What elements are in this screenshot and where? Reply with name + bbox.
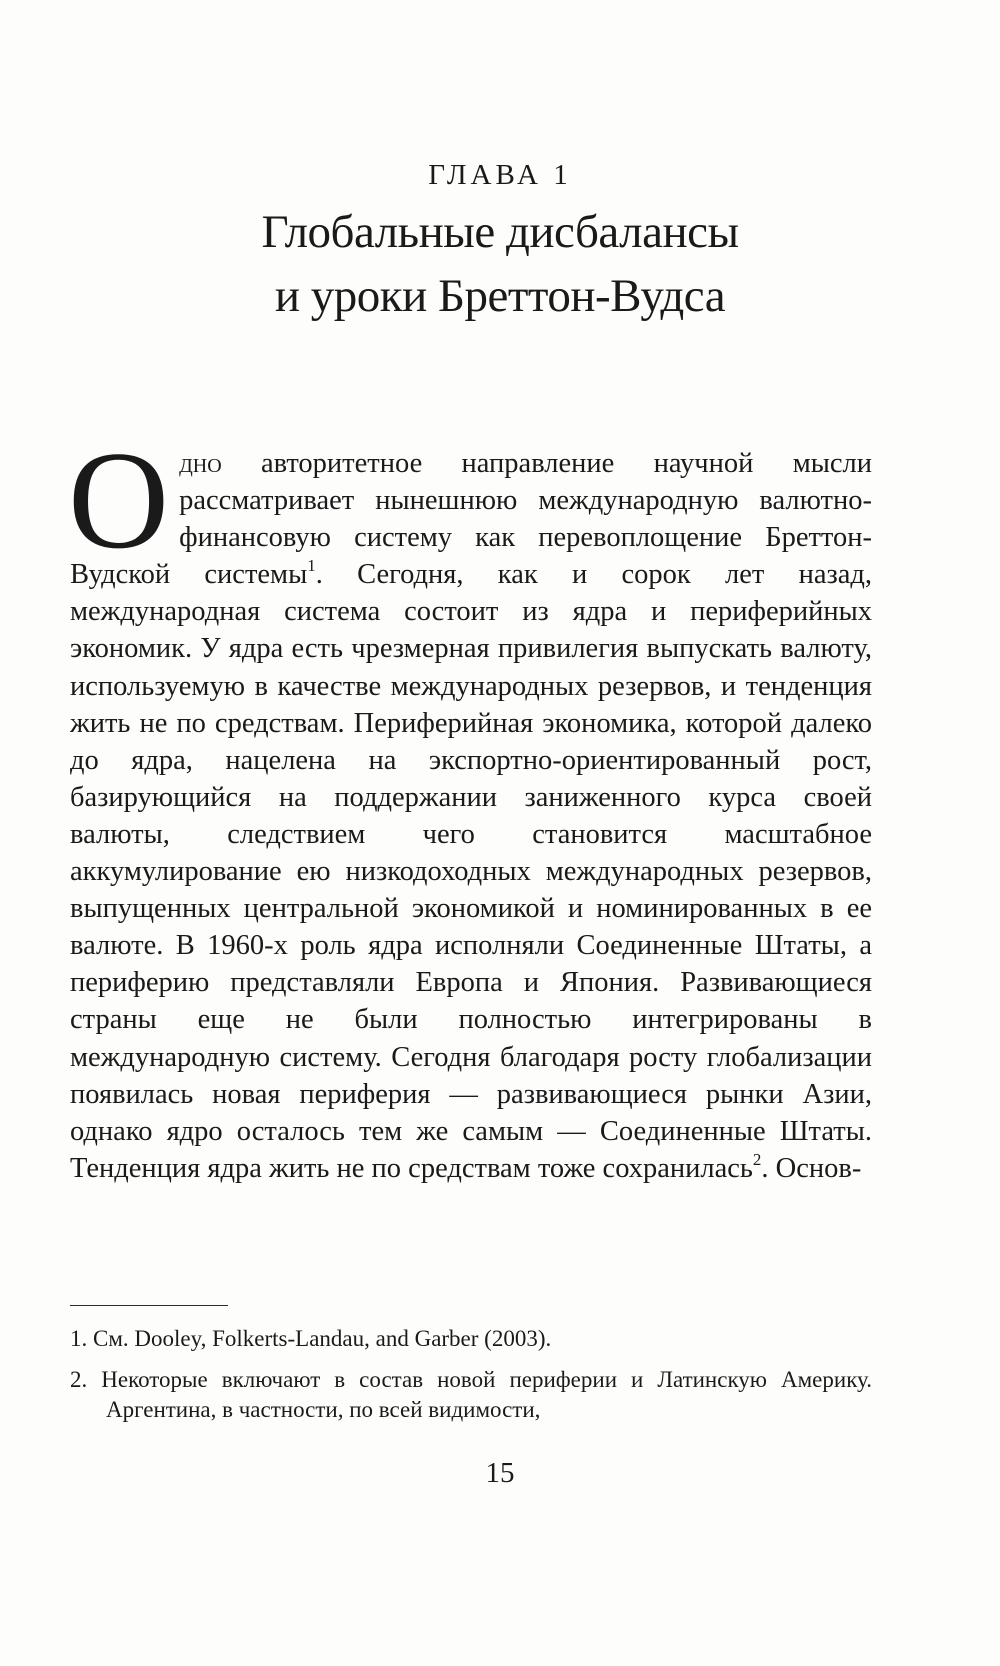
page-number: 15 [485,1457,515,1489]
body-text-part-1: авторитетное направление научной мысли рассматривает нынешнюю международную валютно-финансовую систему как перевоплощение Бреттон-Вудской системы [70,448,872,591]
lead-smallcaps: дно [179,448,222,479]
body-text-part-3: . Основ- [761,1152,862,1184]
footnote-ref-2[interactable]: 2 [752,1149,762,1169]
footnote-divider [70,1305,228,1306]
chapter-title-line-1: Глобальные дисбалансы [261,206,739,258]
footnotes [70,1324,872,1425]
drop-cap: О [68,423,170,578]
body-text-part-2: . Сегодня, как и сорок лет назад, международная система состоит из ядра и периферийных экономик. У ядра есть чрезмерная привилегия выпускать валюту, используемую в качестве международных резервов, и тенденция жить не по средствам. Периферийная экономика, которой далеко до ядра, нацелена на экспортно-ориентированный рост, базирующийся на поддержании заниженного курса своей валюты, следствием чего становится масштабное аккумулирование ею низкодоходных международных резервов, выпущенных центральной экономикой и номинированных в ее валюте. В 1960-х роль ядра исполняли Соединенные Штаты, а периферию представляли Европа и Япония. Развивающиеся страны еще не были полностью интегрированы в международную систему. Сегодня благодаря росту глобализации появилась новая периферия — развивающиеся рынки Азии, однако ядро осталось тем же самым — Соединенные Штаты. Тенденция ядра жить не по средствам тоже сохранилась [70,559,873,1184]
footnote-1: 1. См. Dooley, Folkerts-Landau, and Garber (2003). [70,1326,552,1351]
chapter-title-line-2: и уроки Бреттон-Вудса [274,270,726,322]
chapter-title [0,200,1000,328]
footnote-2: 2. Некоторые включают в состав новой периферии и Латинскую Америку. Аргентина, в частности, по всей видимости, [70,1367,872,1422]
body-paragraph [68,423,873,1187]
chapter-label: ГЛАВА 1 [428,159,572,191]
footnote-ref-1[interactable]: 1 [307,556,316,576]
